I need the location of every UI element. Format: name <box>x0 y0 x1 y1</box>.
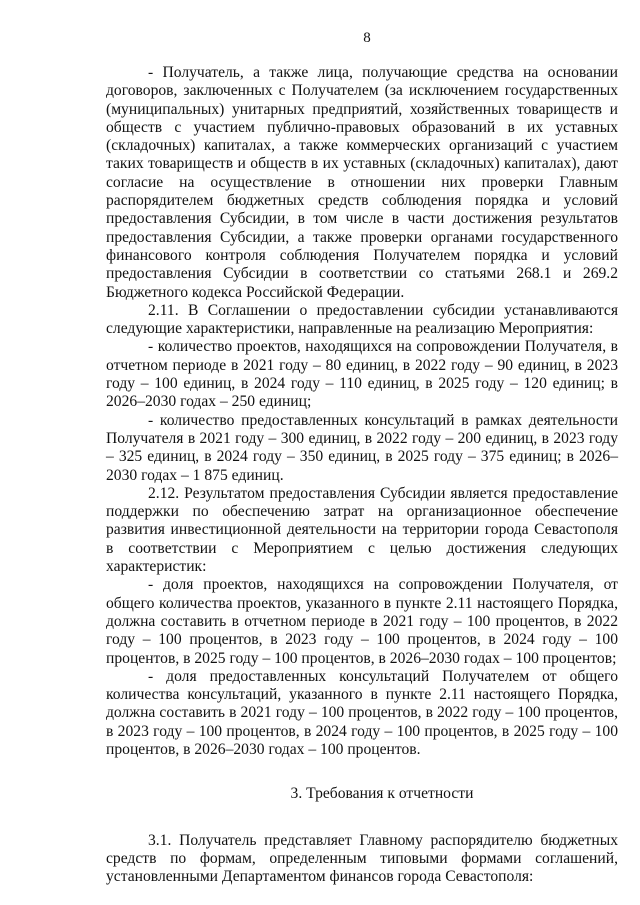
paragraph-consultations-count: - количество предоставленных консультаций в рамках деятельности Получателя в 2021 году – 300 единиц, в 2022 году – 200 единиц, в 2023 году – 325 единиц, в 2024 году – 350 единиц, в 2025 году – 375 единиц; в 2026–2030 годах – 1 875 единиц. <box>106 411 618 484</box>
paragraph-3-1: 3.1. Получатель представляет Главному распорядителю бюджетных средств по формам, определенным типовыми формами соглашений, установленными Департаментом финансов города Севастополя: <box>106 831 618 886</box>
paragraph-consultations-share: - доля предоставленных консультаций Получателем от общего количества консультаций, указанного в пункте 2.11 настоящего Порядка, должна составить в 2021 году – 100 процентов, в 2022 году – 100 процентов, в 2023 году – 100 процентов, в 2024 году – 100 процентов, в 2025 году – 100 процентов, в 2026–2030 годах – 100 процентов. <box>106 667 618 758</box>
paragraph-consent: - Получатель, а также лица, получающие средства на основании договоров, заключенных с Получателем (за исключением государственных (муниципальных) унитарных предприятий, хозяйственных товариществ и обществ с участием публично-правовых образований в их уставных (складочных) капиталах, а также коммерческих организаций с участием таких товариществ и обществ в их уставных (складочных) капиталах), дают согласие на осуществление в отношении них проверки Главным распорядителем бюджетных средств соблюдения порядка и условий предоставления Субсидии, в том числе в части достижения результатов предоставления Субсидии, а также проверки органами государственного финансового контроля соблюдения Получателем порядка и условий предоставления Субсидии в соответствии со статьями 268.1 и 269.2 Бюджетного кодекса Российской Федерации. <box>106 64 618 301</box>
paragraph-projects-share: - доля проектов, находящихся на сопровождении Получателя, от общего количества проектов, указанного в пункте 2.11 настоящего Порядка, должна составить в отчетном периоде в 2021 году – 100 процентов, в 2022 году – 100 процентов, в 2023 году – 100 процентов, в 2024 году – 100 процентов, в 2025 году – 100 процентов, в 2026–2030 годах – 100 процентов; <box>106 576 618 667</box>
page-number: 8 <box>363 30 371 46</box>
paragraph-2-11: 2.11. В Соглашении о предоставлении субсидии устанавливаются следующие характеристики, направленные на реализацию Мероприятия: <box>106 301 618 338</box>
section-heading: 3. Требования к отчетности <box>290 785 474 803</box>
paragraph-projects-count: - количество проектов, находящихся на сопровождении Получателя, в отчетном периоде в 2021 году – 80 единиц, в 2022 году – 90 единиц, в 2023 году – 100 единиц, в 2024 году – 110 единиц, в 2025 году – 120 единиц; в 2026–2030 годах – 250 единиц; <box>106 338 618 411</box>
paragraph-2-12: 2.12. Результатом предоставления Субсидии является предоставление поддержки по обеспечению затрат на организационное обеспечение развития инвестиционной деятельности на территории города Севастополя в соответствии с Мероприятием с целью достижения следующих характеристик: <box>106 484 618 576</box>
